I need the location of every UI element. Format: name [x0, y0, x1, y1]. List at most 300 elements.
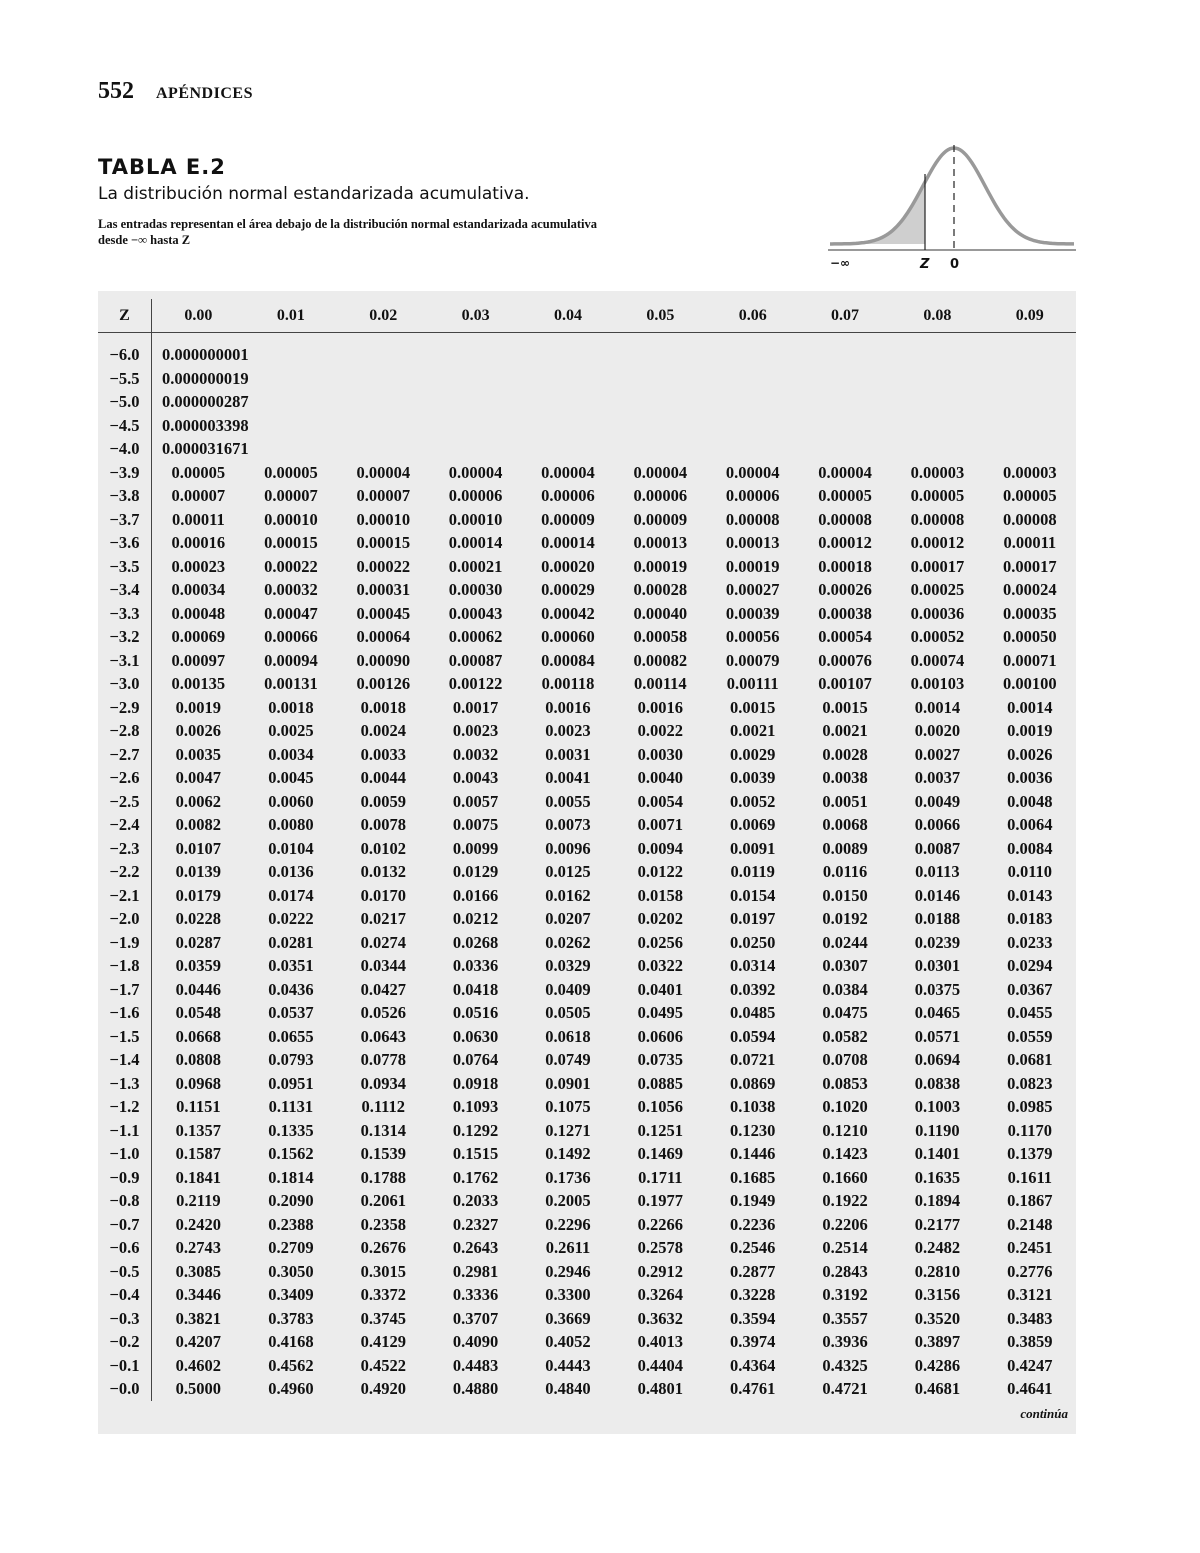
- z-value-cell: −3.0: [98, 672, 152, 696]
- probability-cell: 0.00058: [633, 627, 688, 646]
- column-header: 0.07: [799, 299, 891, 333]
- probability-cell: 0.0571: [914, 1026, 961, 1046]
- probability-cell: 0.2090: [268, 1191, 314, 1210]
- probability-cell: 0.4090: [452, 1332, 499, 1351]
- probability-cell: 0.00005: [171, 462, 226, 482]
- probability-cell: 0.2061: [360, 1191, 406, 1210]
- probability-cell: 0.0375: [914, 979, 961, 999]
- probability-cell: 0.1469: [637, 1144, 684, 1163]
- probability-cell: 0.0183: [1007, 909, 1053, 928]
- probability-cell: 0.00052: [910, 627, 965, 646]
- probability-cell: 0.00026: [818, 580, 872, 599]
- probability-cell: 0.0582: [822, 1026, 868, 1046]
- probability-cell: 0.1251: [637, 1120, 684, 1140]
- probability-cell: 0.00048: [171, 603, 226, 623]
- probability-cell: 0.00004: [633, 462, 688, 482]
- z-value-cell: −2.4: [98, 813, 152, 837]
- z-value-cell: −2.7: [98, 743, 152, 767]
- table-row: [98, 978, 1076, 1002]
- probability-cell: 0.0735: [637, 1050, 684, 1069]
- probability-cell: 0.1020: [822, 1097, 868, 1116]
- probability-cell: 0.00005: [818, 486, 872, 505]
- probability-cell: 0.00005: [264, 462, 318, 482]
- probability-cell: 0.00122: [448, 674, 503, 693]
- probability-cell: 0.2177: [914, 1214, 961, 1234]
- z-value-cell: −2.0: [98, 907, 152, 931]
- probability-cell: 0.0228: [175, 909, 222, 928]
- probability-cell: 0.0116: [822, 862, 868, 881]
- probability-cell: 0.0029: [730, 744, 776, 764]
- probability-cell: 0.2033: [452, 1191, 499, 1210]
- probability-cell: 0.00084: [541, 650, 595, 670]
- probability-cell: 0.00103: [910, 674, 965, 693]
- probability-cell: 0.0039: [730, 768, 776, 787]
- probability-cell: 0.0069: [730, 815, 776, 834]
- probability-cell: 0.0036: [1007, 768, 1053, 787]
- probability-cell: 0.00126: [356, 674, 411, 693]
- table-row: [98, 649, 1076, 673]
- table-row: [98, 531, 1076, 555]
- probability-cell: 0.1841: [175, 1167, 222, 1187]
- probability-cell: 0.0059: [360, 791, 406, 811]
- probability-cell: 0.0630: [452, 1026, 499, 1046]
- probability-cell: 0.3085: [175, 1261, 222, 1281]
- probability-cell: 0.00030: [448, 580, 503, 599]
- z-value-cell: −0.3: [98, 1307, 152, 1331]
- probability-cell: 0.00009: [633, 509, 688, 529]
- z-value-cell: −3.4: [98, 578, 152, 602]
- z-value-cell: −0.9: [98, 1166, 152, 1190]
- probability-cell: 0.0032: [452, 744, 499, 764]
- probability-cell: 0.3936: [822, 1332, 868, 1351]
- probability-cell: 0.4840: [545, 1379, 591, 1398]
- probability-cell: 0.0485: [730, 1003, 776, 1022]
- z-value-cell: −1.2: [98, 1095, 152, 1119]
- probability-cell: 0.00010: [448, 509, 503, 529]
- table-row: [98, 1095, 1076, 1119]
- probability-cell: 0.0681: [1007, 1050, 1053, 1069]
- probability-cell: 0.00039: [725, 603, 780, 623]
- probability-cell: 0.00012: [910, 533, 965, 552]
- probability-cell: 0.0344: [360, 956, 406, 975]
- probability-cell: 0.00036: [910, 603, 965, 623]
- probability-cell: 0.0041: [545, 768, 591, 787]
- probability-cell: 0.0901: [545, 1073, 591, 1093]
- probability-cell: 0.00025: [910, 580, 965, 599]
- probability-cell: 0.0643: [360, 1026, 406, 1046]
- probability-cell: 0.0537: [268, 1003, 314, 1022]
- probability-cell: 0.2643: [452, 1238, 499, 1257]
- probability-cell: 0.2776: [1007, 1261, 1053, 1281]
- table-panel: [98, 291, 1076, 1434]
- z-value-cell: −0.8: [98, 1189, 152, 1213]
- probability-cell: 0.3192: [822, 1285, 868, 1304]
- probability-cell: 0.0136: [268, 862, 314, 881]
- probability-cell: 0.00012: [818, 533, 872, 552]
- probability-cell: 0.0384: [822, 979, 868, 999]
- probability-cell: 0.2946: [545, 1261, 591, 1281]
- z-table: [98, 299, 1076, 1401]
- probability-cell: 0.0281: [268, 932, 314, 952]
- probability-cell: 0.2709: [268, 1238, 314, 1257]
- probability-cell: 0.0655: [268, 1026, 314, 1046]
- probability-cell: 0.00107: [818, 674, 872, 693]
- probability-cell: 0.3409: [268, 1285, 314, 1304]
- probability-cell: 0.2843: [822, 1261, 868, 1281]
- probability-cell: 0.4013: [637, 1332, 684, 1351]
- probability-cell: 0.0239: [914, 932, 961, 952]
- probability-cell: 0.0217: [360, 909, 406, 928]
- probability-cell: 0.0869: [730, 1073, 776, 1093]
- probability-cell: 0.0018: [360, 697, 406, 717]
- table-row: [98, 1260, 1076, 1284]
- column-header: 0.09: [984, 299, 1076, 333]
- probability-cell: 0.00069: [171, 627, 226, 646]
- table-row: [98, 1025, 1076, 1049]
- probability-cell: 0.3557: [822, 1308, 868, 1328]
- z-label: Z: [920, 257, 930, 272]
- table-row: [98, 672, 1076, 696]
- column-header: 0.01: [245, 299, 337, 333]
- probability-cell: 0.0778: [360, 1050, 406, 1069]
- probability-cell: 0.0694: [914, 1050, 961, 1069]
- probability-cell: 0.2236: [730, 1214, 776, 1234]
- probability-cell: 0.00031: [356, 580, 411, 599]
- probability-cell: 0.2810: [914, 1261, 961, 1281]
- probability-cell: 0.0023: [452, 721, 499, 740]
- column-header: 0.06: [707, 299, 799, 333]
- probability-cell: 0.0918: [452, 1073, 499, 1093]
- probability-cell: 0.4920: [360, 1379, 406, 1398]
- probability-cell: 0.2266: [637, 1214, 684, 1234]
- probability-cell: 0.0014: [1007, 697, 1053, 717]
- table-row: [98, 837, 1076, 861]
- probability-cell: 0.4404: [637, 1355, 684, 1375]
- probability-cell: 0.0094: [637, 838, 684, 858]
- probability-cell: 0.0096: [545, 838, 591, 858]
- probability-cell: 0.00135: [171, 674, 226, 693]
- probability-cell: 0.0668: [175, 1026, 222, 1046]
- probability-cell: 0.0028: [822, 744, 868, 764]
- probability-cell: 0.4247: [1007, 1355, 1053, 1375]
- probability-cell: 0.0113: [915, 862, 960, 881]
- z-value-cell: −2.2: [98, 860, 152, 884]
- probability-cell: 0.4483: [452, 1355, 499, 1375]
- probability-cell: 0.00004: [448, 462, 503, 482]
- probability-cell: 0.0047: [175, 768, 222, 787]
- probability-cell: 0.0250: [730, 932, 776, 952]
- z-value-cell: −0.4: [98, 1283, 152, 1307]
- spacer-cell: [98, 333, 152, 344]
- probability-cell: 0.0066: [914, 815, 961, 834]
- probability-cell: 0.00008: [1002, 509, 1057, 529]
- probability-cell: 0.1977: [637, 1191, 684, 1210]
- probability-cell: 0.0015: [822, 697, 868, 717]
- probability-cell: 0.0197: [730, 909, 776, 928]
- probability-cell: 0.0080: [268, 815, 314, 834]
- probability-cell: 0.2611: [545, 1238, 591, 1257]
- probability-cell: 0.0951: [268, 1073, 314, 1093]
- probability-cell: 0.0027: [914, 744, 961, 764]
- probability-cell: 0.00024: [1002, 580, 1057, 599]
- probability-cell: 0.3156: [914, 1285, 961, 1304]
- probability-cell: 0.0034: [268, 744, 314, 764]
- probability-cell: 0.1190: [915, 1120, 960, 1140]
- probability-cell: 0.0051: [822, 791, 868, 811]
- table-subtitle: La distribución normal estandarizada acumulativa.: [98, 184, 530, 204]
- probability-cell: 0.0021: [822, 721, 868, 740]
- table-row: [98, 766, 1076, 790]
- probability-cell: 0.00004: [356, 462, 411, 482]
- probability-cell: 0.00006: [633, 486, 688, 505]
- probability-cell: 0.3897: [914, 1332, 961, 1351]
- probability-cell: 0.000000001: [162, 345, 249, 364]
- probability-cell: 0.0307: [822, 956, 868, 975]
- probability-cell: 0.1446: [730, 1144, 776, 1163]
- probability-cell: 0.00007: [356, 486, 411, 505]
- probability-cell: 0.1949: [730, 1191, 776, 1210]
- table-row: [98, 907, 1076, 931]
- probability-cell: 0.00118: [541, 674, 595, 693]
- probability-cell: 0.1539: [360, 1144, 406, 1163]
- probability-cell: 0.0455: [1007, 1003, 1053, 1022]
- probability-cell: 0.0188: [914, 909, 961, 928]
- probability-cell: 0.0019: [175, 697, 222, 717]
- table-row: [98, 414, 1076, 438]
- probability-cell: 0.0037: [914, 768, 961, 787]
- table-row: [98, 1166, 1076, 1190]
- probability-cell: 0.00004: [818, 462, 872, 482]
- probability-cell: 0.0505: [545, 1003, 591, 1022]
- probability-cell: 0.2296: [545, 1214, 591, 1234]
- table-row: [98, 508, 1076, 532]
- probability-cell: 0.0336: [452, 956, 499, 975]
- probability-cell: 0.00014: [541, 533, 595, 552]
- column-header-z: Z: [98, 299, 152, 333]
- probability-cell: 0.0749: [545, 1050, 591, 1069]
- probability-cell: 0.00094: [264, 650, 318, 670]
- probability-cell: 0.1379: [1007, 1144, 1053, 1163]
- probability-cell: 0.1492: [545, 1144, 591, 1163]
- table-note-line-2: desde −∞ hasta Z: [98, 233, 191, 247]
- probability-cell: 0.00071: [1002, 650, 1057, 670]
- probability-cell: 0.0026: [175, 721, 222, 740]
- probability-cell: 0.0075: [452, 815, 499, 834]
- column-header: 0.04: [522, 299, 614, 333]
- probability-cell: 0.0055: [545, 791, 591, 811]
- probability-cell: 0.1075: [545, 1097, 591, 1116]
- probability-cell: 0.0548: [175, 1003, 222, 1022]
- probability-cell: 0.3859: [1007, 1332, 1053, 1351]
- probability-cell: 0.1685: [730, 1167, 776, 1187]
- probability-cell: 0.0274: [360, 932, 406, 952]
- probability-cell: 0.4721: [822, 1379, 868, 1398]
- probability-cell: 0.0054: [637, 791, 684, 811]
- probability-cell: 0.0024: [360, 721, 406, 740]
- header-row: [98, 299, 1076, 333]
- probability-cell: 0.00079: [725, 650, 780, 670]
- probability-cell: 0.4880: [452, 1379, 499, 1398]
- probability-cell: 0.00011: [172, 509, 225, 529]
- probability-cell: 0.1056: [637, 1097, 684, 1116]
- probability-cell: 0.0793: [268, 1050, 314, 1069]
- shaded-area: [830, 182, 925, 244]
- probability-cell: 0.0049: [914, 791, 961, 811]
- probability-cell: 0.0823: [1007, 1073, 1053, 1093]
- probability-cell: 0.0020: [914, 721, 961, 740]
- probability-cell: 0.0016: [545, 697, 591, 717]
- probability-cell: 0.4168: [268, 1332, 314, 1351]
- z-value-cell: −5.0: [98, 390, 152, 414]
- table-row: [98, 1072, 1076, 1096]
- probability-cell: 0.1894: [914, 1191, 961, 1210]
- probability-cell: 0.1292: [452, 1120, 499, 1140]
- table-row: [98, 555, 1076, 579]
- probability-cell: 0.000031671: [162, 439, 249, 458]
- probability-cell: 0.1230: [730, 1120, 776, 1140]
- probability-cell: 0.00038: [818, 603, 872, 623]
- probability-cell: 0.00040: [633, 603, 688, 623]
- probability-cell: 0.1922: [822, 1191, 868, 1210]
- probability-cell: 0.00028: [633, 580, 688, 599]
- probability-cell: 0.3520: [914, 1308, 961, 1328]
- probability-cell: 0.0322: [637, 956, 684, 975]
- table-row: [98, 696, 1076, 720]
- probability-cell: 0.3745: [360, 1308, 406, 1328]
- probability-cell: 0.0764: [452, 1050, 499, 1069]
- probability-cell: 0.00114: [633, 674, 687, 693]
- probability-cell: 0.0934: [360, 1073, 406, 1093]
- probability-cell: 0.3669: [545, 1308, 591, 1328]
- z-value-cell: −3.5: [98, 555, 152, 579]
- probability-cell: 0.0146: [914, 885, 961, 905]
- probability-cell: 0.4801: [637, 1379, 684, 1398]
- probability-cell: 0.3632: [637, 1308, 684, 1328]
- probability-cell: 0.0268: [452, 932, 499, 952]
- probability-cell: 0.0162: [545, 885, 591, 905]
- probability-cell: 0.0808: [175, 1050, 222, 1069]
- probability-cell: 0.2981: [452, 1261, 499, 1281]
- probability-cell: 0.2743: [175, 1238, 222, 1257]
- probability-cell: 0.4129: [360, 1332, 406, 1351]
- probability-cell: 0.00007: [171, 486, 226, 505]
- column-header: 0.05: [614, 299, 706, 333]
- probability-cell: 0.4681: [914, 1379, 961, 1398]
- probability-cell: 0.0392: [730, 979, 776, 999]
- probability-cell: 0.1210: [822, 1120, 868, 1140]
- probability-cell: 0.0057: [452, 791, 499, 811]
- probability-cell: 0.2514: [822, 1238, 868, 1257]
- probability-cell: 0.00043: [448, 603, 503, 623]
- z-value-cell: −3.1: [98, 649, 152, 673]
- probability-cell: 0.0329: [545, 956, 591, 975]
- probability-cell: 0.00097: [171, 650, 226, 670]
- probability-cell: 0.3050: [268, 1261, 314, 1281]
- probability-cell: 0.00004: [541, 462, 595, 482]
- z-value-cell: −4.5: [98, 414, 152, 438]
- z-value-cell: −0.6: [98, 1236, 152, 1260]
- table-row: [98, 813, 1076, 837]
- z-value-cell: −0.1: [98, 1354, 152, 1378]
- probability-cell: 0.0721: [730, 1050, 776, 1069]
- probability-cell: 0.0301: [914, 956, 961, 975]
- probability-cell: 0.0985: [1007, 1097, 1053, 1116]
- probability-cell: 0.0708: [822, 1050, 868, 1069]
- probability-cell: 0.0044: [360, 768, 406, 787]
- probability-cell: 0.2451: [1007, 1238, 1053, 1257]
- probability-cell: 0.00017: [910, 556, 965, 576]
- table-note: [98, 216, 738, 248]
- probability-cell: 0.00074: [910, 650, 965, 670]
- probability-cell: 0.00022: [356, 556, 411, 576]
- probability-cell: 0.00010: [356, 509, 411, 529]
- probability-cell: 0.3372: [360, 1285, 406, 1304]
- probability-cell: 0.0409: [545, 979, 591, 999]
- probability-cell: 0.00045: [356, 603, 411, 623]
- probability-cell: 0.00016: [171, 533, 226, 552]
- probability-cell: 0.00050: [1002, 627, 1057, 646]
- probability-cell: 0.0104: [268, 838, 314, 858]
- probability-cell: 0.1587: [175, 1144, 222, 1163]
- probability-cell: 0.0427: [360, 979, 406, 999]
- probability-cell: 0.00021: [448, 556, 503, 576]
- probability-cell: 0.4522: [360, 1355, 406, 1375]
- table-row: [98, 1189, 1076, 1213]
- table-row: [98, 1142, 1076, 1166]
- probability-cell: 0.00042: [541, 603, 595, 623]
- probability-cell: 0.00090: [356, 650, 411, 670]
- probability-cell: 0.0038: [822, 768, 868, 787]
- table-row: [98, 343, 1076, 367]
- zero-label: 0: [950, 257, 960, 272]
- probability-cell: 0.3594: [730, 1308, 776, 1328]
- table-row: [98, 578, 1076, 602]
- probability-cell: 0.00064: [356, 627, 411, 646]
- probability-cell: 0.00019: [633, 556, 688, 576]
- z-value-cell: −3.9: [98, 461, 152, 485]
- probability-cell: 0.00015: [264, 533, 318, 552]
- probability-cell: 0.00010: [264, 509, 318, 529]
- normal-curve-figure: [826, 140, 1078, 275]
- probability-cell: 0.0838: [914, 1073, 961, 1093]
- column-header: 0.08: [891, 299, 983, 333]
- probability-cell: 0.1711: [638, 1167, 683, 1187]
- probability-cell: 0.2578: [637, 1238, 684, 1257]
- z-value-cell: −0.5: [98, 1260, 152, 1284]
- probability-cell: 0.1401: [914, 1144, 961, 1163]
- z-value-cell: −1.7: [98, 978, 152, 1002]
- probability-cell: 0.0262: [545, 932, 591, 952]
- table-row: [98, 1236, 1076, 1260]
- probability-cell: 0.3446: [175, 1285, 222, 1304]
- probability-cell: 0.0475: [822, 1003, 868, 1022]
- probability-cell: 0.0084: [1007, 838, 1053, 858]
- z-value-cell: −3.6: [98, 531, 152, 555]
- probability-cell: 0.00006: [541, 486, 595, 505]
- probability-cell: 0.2420: [175, 1214, 222, 1234]
- probability-cell: 0.0022: [637, 721, 684, 740]
- probability-cell: 0.0465: [914, 1003, 961, 1022]
- probability-cell: 0.0158: [637, 885, 684, 905]
- probability-cell: 0.0132: [360, 862, 406, 881]
- probability-cell: 0.4286: [914, 1355, 961, 1375]
- z-value-cell: −3.8: [98, 484, 152, 508]
- probability-cell: 0.0060: [268, 791, 314, 811]
- probability-cell: 0.0526: [360, 1003, 406, 1022]
- probability-cell: 0.4207: [175, 1332, 222, 1351]
- probability-cell: 0.2148: [1007, 1214, 1053, 1234]
- z-value-cell: −1.0: [98, 1142, 152, 1166]
